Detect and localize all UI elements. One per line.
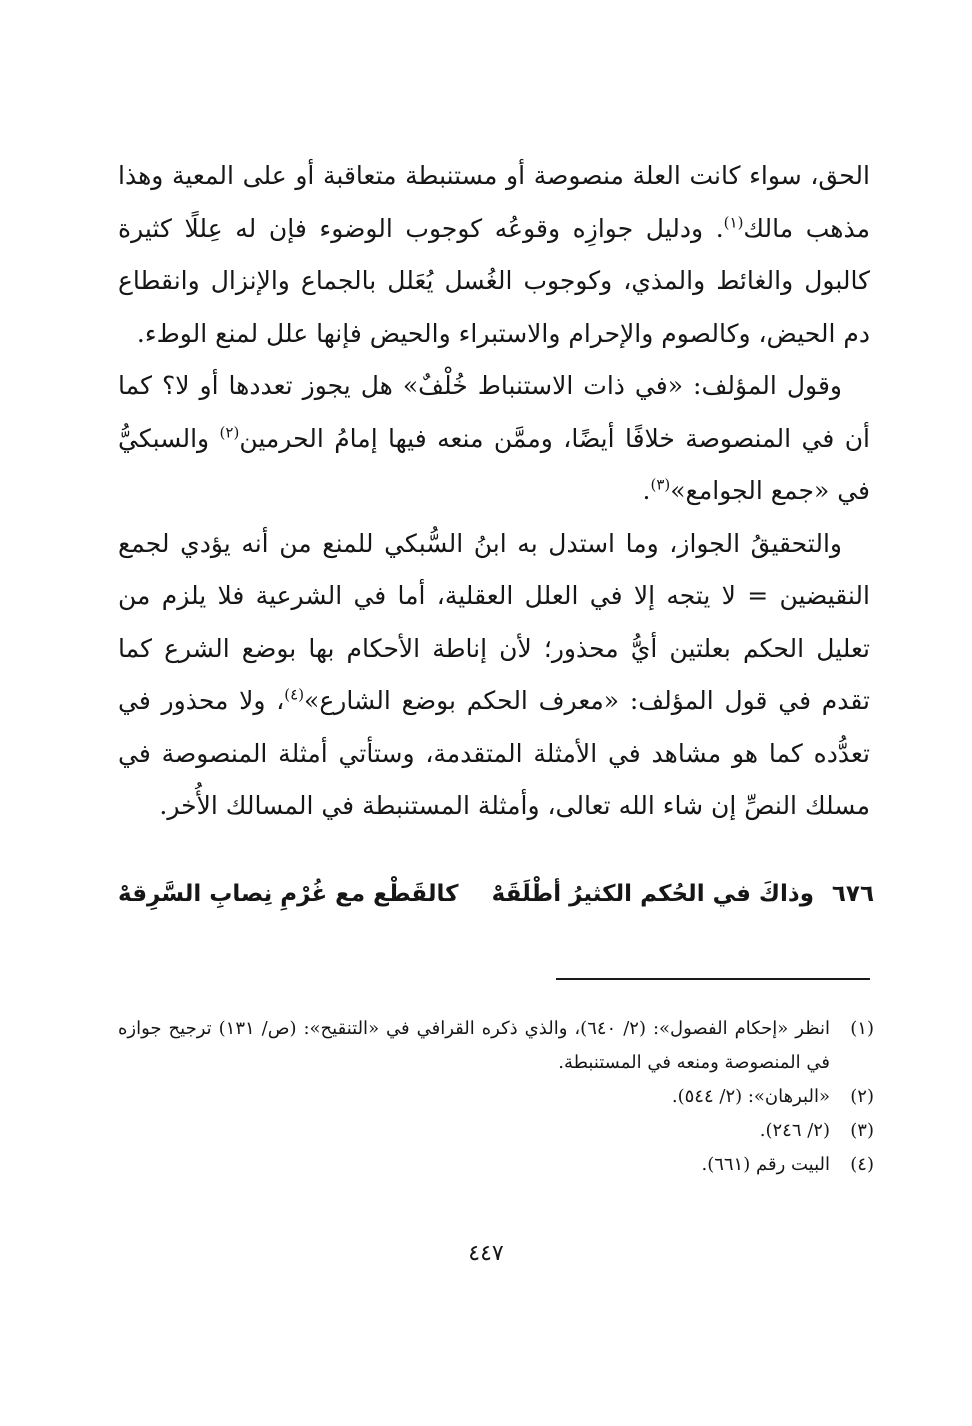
footnote-separator <box>556 978 870 980</box>
footnote-number: (٣) <box>850 1120 874 1141</box>
footnote-ref-2: (٢) <box>219 423 240 442</box>
paragraph-1: الحق، سواء كانت العلة منصوصة أو مستنبطة متعاقبة أو على المعية وهذا مذهب مالك$^{(١)}$. ودليل جوازِه وقوعُه كوجوب الوضوء فإن له عِللًا كثيرة كالبول والغائط والمذي، وكوجوب الغُسل يُعَلل بالجماع والإنزال وانقطاع دم الحيض، وكالصوم والإحرام والاستبراء والحيض فإنها علل لمنع الوطء. <box>118 161 870 348</box>
footnotes <box>118 1012 874 1182</box>
footnote-text: «البرهان»: (٢/ ٥٤٤). <box>671 1086 830 1107</box>
main-text <box>118 150 870 833</box>
verse-number: ٦٧٦ <box>831 881 874 907</box>
footnote-text: البيت رقم (٦٦١). <box>701 1154 830 1175</box>
footnote-text: انظر «إحكام الفصول»: (٢/ ٦٤٠)، والذي ذكره القرافي في «التنقيح»: (ص/ ١٣١) ترجيح جوازه في المنصوصة ومنعه في المستنبطة. <box>118 1018 830 1073</box>
footnote-text: (٢/ ٢٤٦). <box>759 1120 830 1141</box>
footnote-ref-1: (١) <box>723 213 744 232</box>
paragraph-3: والتحقيقُ الجواز، وما استدل به ابنُ السُّبكي للمنع من أنه يؤدي لجمع النقيضين = لا يتجه إلا في العلل العقلية، أما في الشرعية فلا يلزم من تعليل الحكم بعلتين أيُّ محذور؛ لأن إناطة الأحكام بها بوضع الشرع كما تقدم في قول المؤلف: «معرف الحكم بوضع الشارع»$^{(٤)}$، ولا محذور في تعدُّده كما هو مشاهد في الأمثلة المتقدمة، وستأتي أمثلة المنصوصة في مسلك النصِّ إن شاء الله تعالى، وأمثلة المستنبطة في المسالك الأُخر. <box>118 528 871 820</box>
footnote-3 <box>118 1114 874 1148</box>
paragraph-2: وقول المؤلف: «في ذات الاستنباط خُلْفٌ» هل يجوز تعددها أو لا؟ كما أن في المنصوصة خلافًا أيضًا، وممَّن منعه فيها إمامُ الحرمين$^{(٢)}$ والسبكيُّ في «جمع الجوامع»$^{(٣)}$. <box>118 371 871 505</box>
verse-hemistich-second: كالقَطْع مع غُرْمِ نِصابِ السَّرِقهْ <box>118 881 459 907</box>
footnote-1 <box>118 1012 874 1080</box>
footnote-number: (١) <box>850 1018 874 1039</box>
footnote-4 <box>118 1148 874 1182</box>
footnote-2 <box>118 1080 874 1114</box>
footnote-number: (٤) <box>850 1154 874 1175</box>
footnote-ref-3: (٣) <box>650 475 671 494</box>
verse-hemistich-first: وذاكَ في الحُكم الكثيرُ أطْلَقَهْ <box>491 881 814 907</box>
footnote-ref-4: (٤) <box>284 685 305 704</box>
footnote-number: (٢) <box>850 1086 874 1107</box>
page-number: ٤٤٧ <box>468 1241 504 1266</box>
